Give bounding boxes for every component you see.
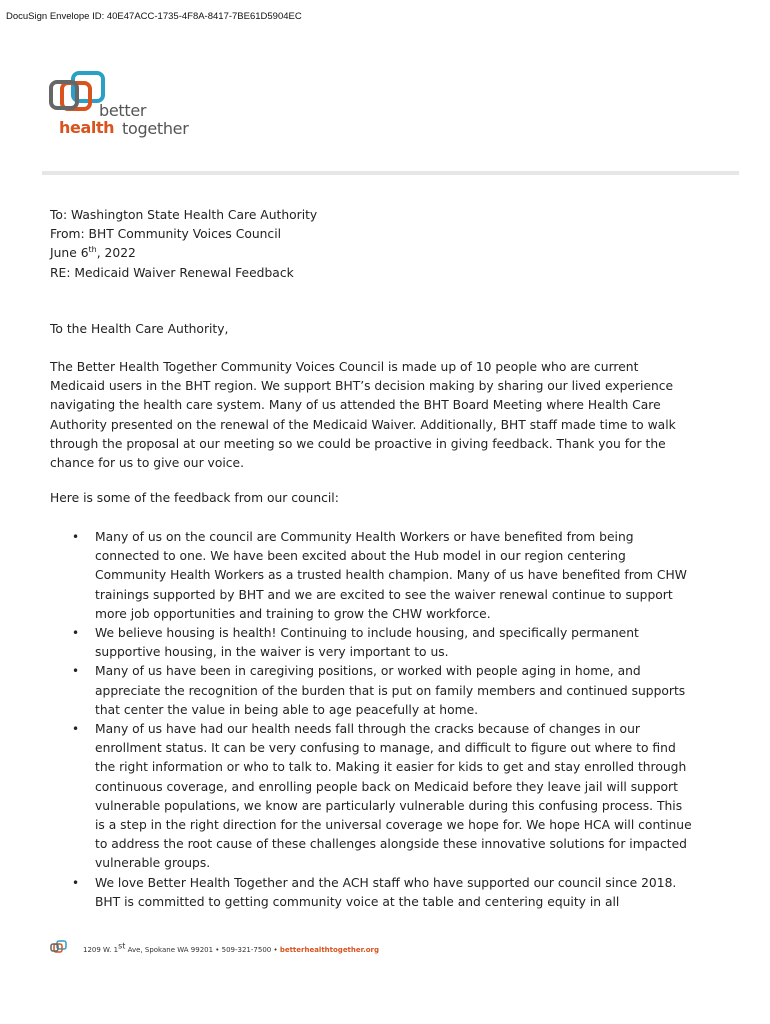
footer-website-link[interactable]: betterhealthtogether.org bbox=[279, 946, 380, 954]
memo-header bbox=[50, 206, 740, 283]
feedback-list bbox=[50, 528, 695, 912]
memo-re: RE: Medicaid Waiver Renewal Feedback bbox=[50, 265, 294, 280]
feedback-item-chw: • Many of us on the council are Community Health Workers or have benefited from being connected to one. We have been excited about the Hub model in our region centering Community Health Workers as a trusted health champion. Many of us have benefited from CHW trainings supported by BHT and we are excited to see the waiver renewal continue to support more job opportunities and training to grow the CHW workforce. bbox=[50, 528, 695, 624]
salutation: To the Health Care Authority, bbox=[50, 322, 229, 336]
feedback-intro: Here is some of the feedback from our council: bbox=[50, 491, 339, 505]
header-divider bbox=[42, 171, 739, 175]
memo-date: June 6th, 2022 bbox=[50, 245, 136, 261]
intro-paragraph: The Better Health Together Community Voices Council is made up of 10 people who are current Medicaid users in the BHT region. We support BHT’s decision making by sharing our lived experience navigating the health care system. Many of us attended the BHT Board Meeting where Health Care Authority presented on the renewal of the Medicaid Waiver. Additionally, BHT staff made time to walk through the proposal at our meeting so we could be proactive in giving feedback. Thank you for the chance for us to give our voice. bbox=[50, 360, 676, 471]
feedback-item-bht-staff: • We love Better Health Together and the ACH staff who have supported our council since 2018. BHT is committed to getting community voice at the table and centering equity in all bbox=[50, 874, 695, 912]
footer-address: 1209 W. 1st Ave, Spokane WA 99201 • 509-321-7500 • betterhealthtogether.org bbox=[83, 941, 380, 954]
memo-from: From: BHT Community Voices Council bbox=[50, 227, 282, 242]
feedback-item-enrollment: • Many of us have had our health needs fall through the cracks because of changes in our enrollment status. It can be very confusing to manage, and difficult to figure out where to find the right information or who to talk to. Making it easier for kids to get and stay enrolled through continuous coverage, and enrolling people back on Medicaid before they leave jail will support vulnerable populations, we know are particularly vulnerable during this confusing process. This is a step in the right direction for the universal coverage we hope for. We hope HCA will continue to address the root cause of these challenges alongside these innovative solutions for impacted vulnerable groups. bbox=[50, 720, 695, 874]
memo-to: To: Washington State Health Care Authority bbox=[50, 208, 318, 222]
bht-footer-logo-icon bbox=[50, 940, 68, 954]
logo-word-together: together bbox=[122, 119, 189, 138]
feedback-item-caregiving: • Many of us have been in caregiving positions, or worked with people aging in home, and appreciate the recognition of the burden that is put on family members and continued supports that center the value in being able to age peacefully at home. bbox=[50, 662, 695, 720]
bht-logo bbox=[48, 70, 218, 150]
footer bbox=[50, 940, 750, 960]
feedback-item-housing: • We believe housing is health! Continuing to include housing, and specifically permanent supportive housing, in the waiver is very important to us. bbox=[50, 624, 695, 662]
logo-word-better: better bbox=[99, 101, 147, 120]
logo-word-health: health bbox=[59, 118, 115, 137]
docusign-envelope-id: DocuSign Envelope ID: 40E47ACC-1735-4F8A-8417-7BE61D5904EC bbox=[6, 11, 302, 22]
